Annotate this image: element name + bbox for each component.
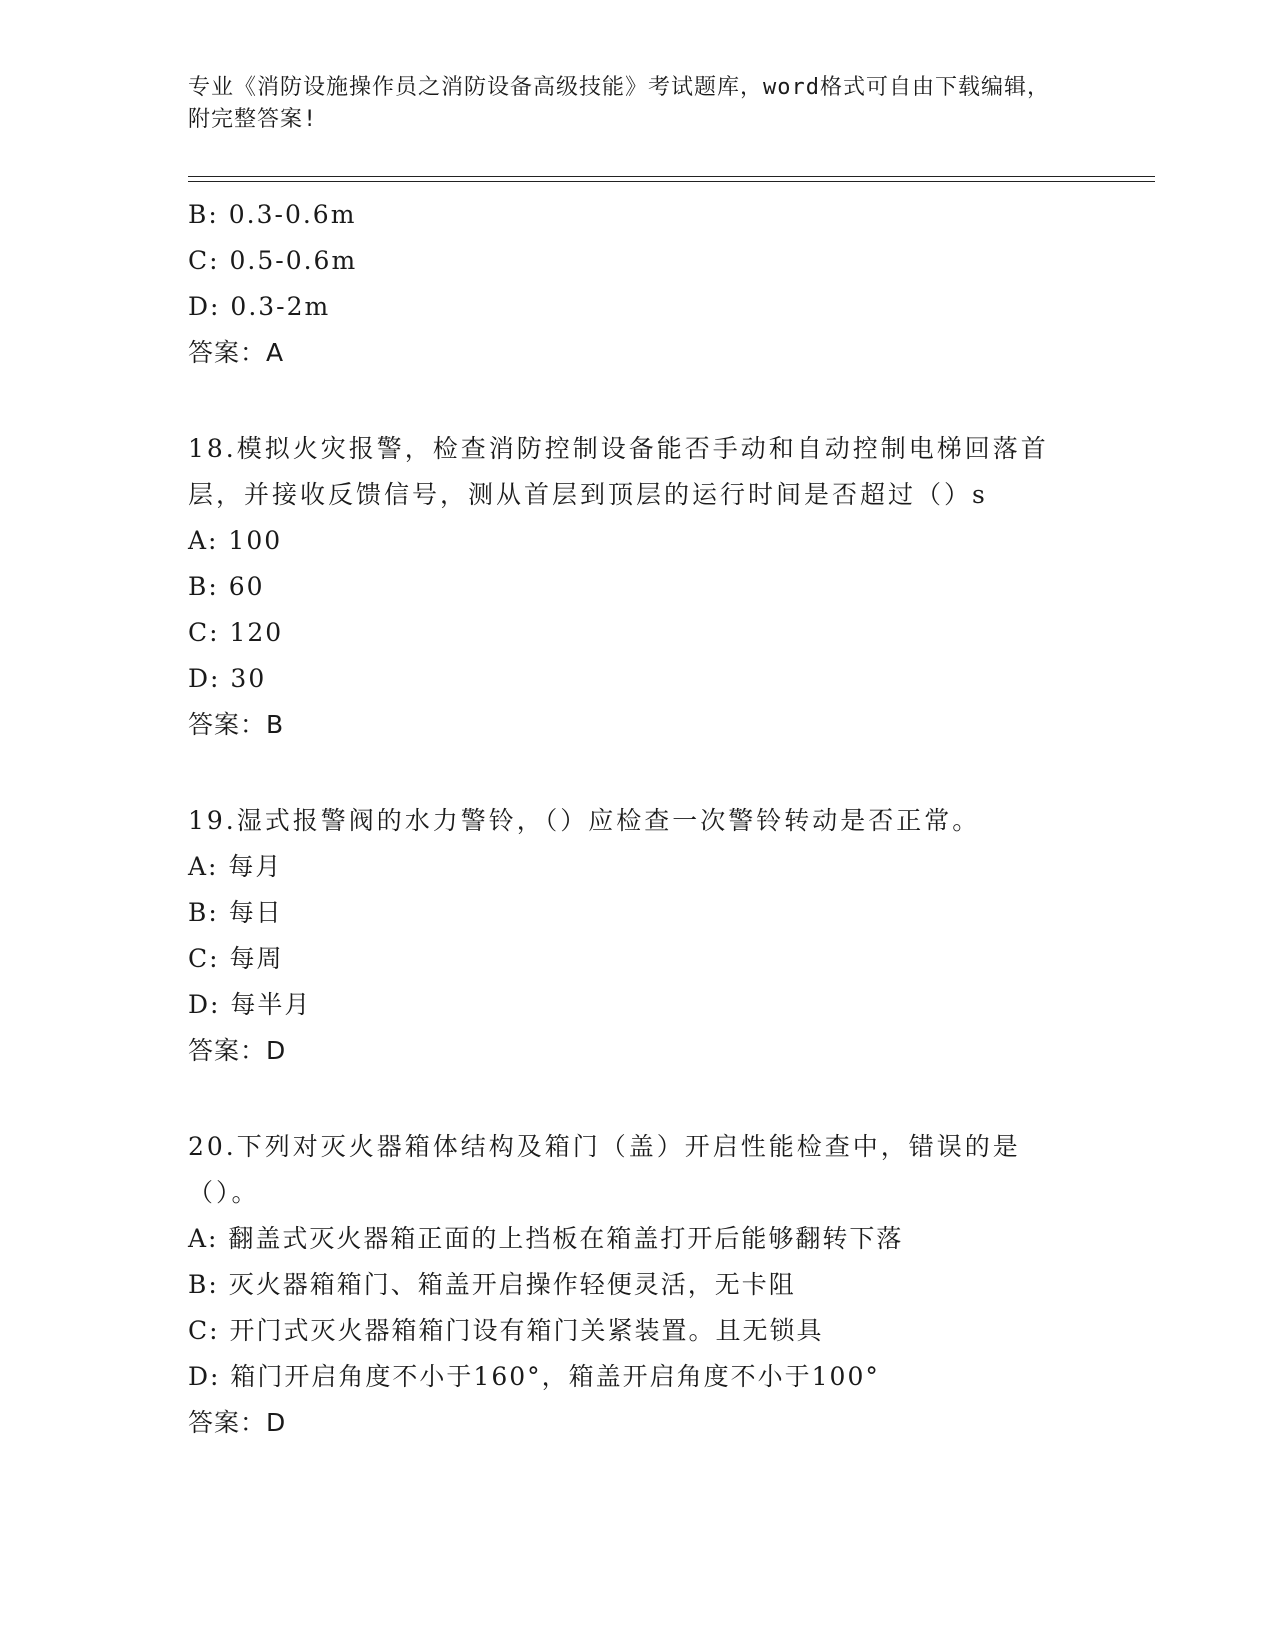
option-c: C: 120 <box>188 618 284 647</box>
option-c: C: 开门式灭火器箱箱门设有箱门关紧装置。且无锁具 <box>188 1316 824 1345</box>
option-d: D: 箱门开启角度不小于160°，箱盖开启角度不小于100° <box>188 1362 880 1391</box>
option-a: A: 100 <box>188 526 283 555</box>
option-d: D: 30 <box>188 664 267 693</box>
option-d: D: 0.3-2m <box>188 292 331 321</box>
header-divider-top <box>188 176 1155 177</box>
answer-line: 答案：A <box>188 338 285 367</box>
option-c: C: 0.5-0.6m <box>188 246 358 275</box>
option-c: C: 每周 <box>188 944 284 973</box>
question-text: 20.下列对灭火器箱体结构及箱门（盖）开启性能检查中，错误的是（）。 <box>188 1132 1021 1207</box>
document-header: 专业《消防设施操作员之消防设备高级技能》考试题库，word格式可自由下载编辑，附完整答案! <box>188 75 1050 132</box>
answer-line: 答案：D <box>188 1408 287 1437</box>
question-list <box>188 192 1088 1446</box>
answer-line: 答案：D <box>188 1036 287 1065</box>
answer-line: 答案：B <box>188 710 285 739</box>
question-20 <box>188 1124 1088 1446</box>
header-divider-bottom <box>188 181 1155 182</box>
question-text: 18.模拟火灾报警，检查消防控制设备能否手动和自动控制电梯回落首层，并接收反馈信号，测从首层到顶层的运行时间是否超过（）s <box>188 434 1049 509</box>
question-19 <box>188 798 1088 1074</box>
option-b: B: 0.3-0.6m <box>188 200 357 229</box>
question-text: 19.湿式报警阀的水力警铃，（）应检查一次警铃转动是否正常。 <box>188 806 981 835</box>
question-18 <box>188 426 1088 748</box>
option-b: B: 60 <box>188 572 265 601</box>
option-b: B: 每日 <box>188 898 283 927</box>
partial-question <box>188 192 1088 376</box>
option-a: A: 翻盖式灭火器箱正面的上挡板在箱盖打开后能够翻转下落 <box>188 1224 904 1253</box>
option-a: A: 每月 <box>188 852 283 881</box>
option-d: D: 每半月 <box>188 990 312 1019</box>
option-b: B: 灭火器箱箱门、箱盖开启操作轻便灵活，无卡阻 <box>188 1270 796 1299</box>
